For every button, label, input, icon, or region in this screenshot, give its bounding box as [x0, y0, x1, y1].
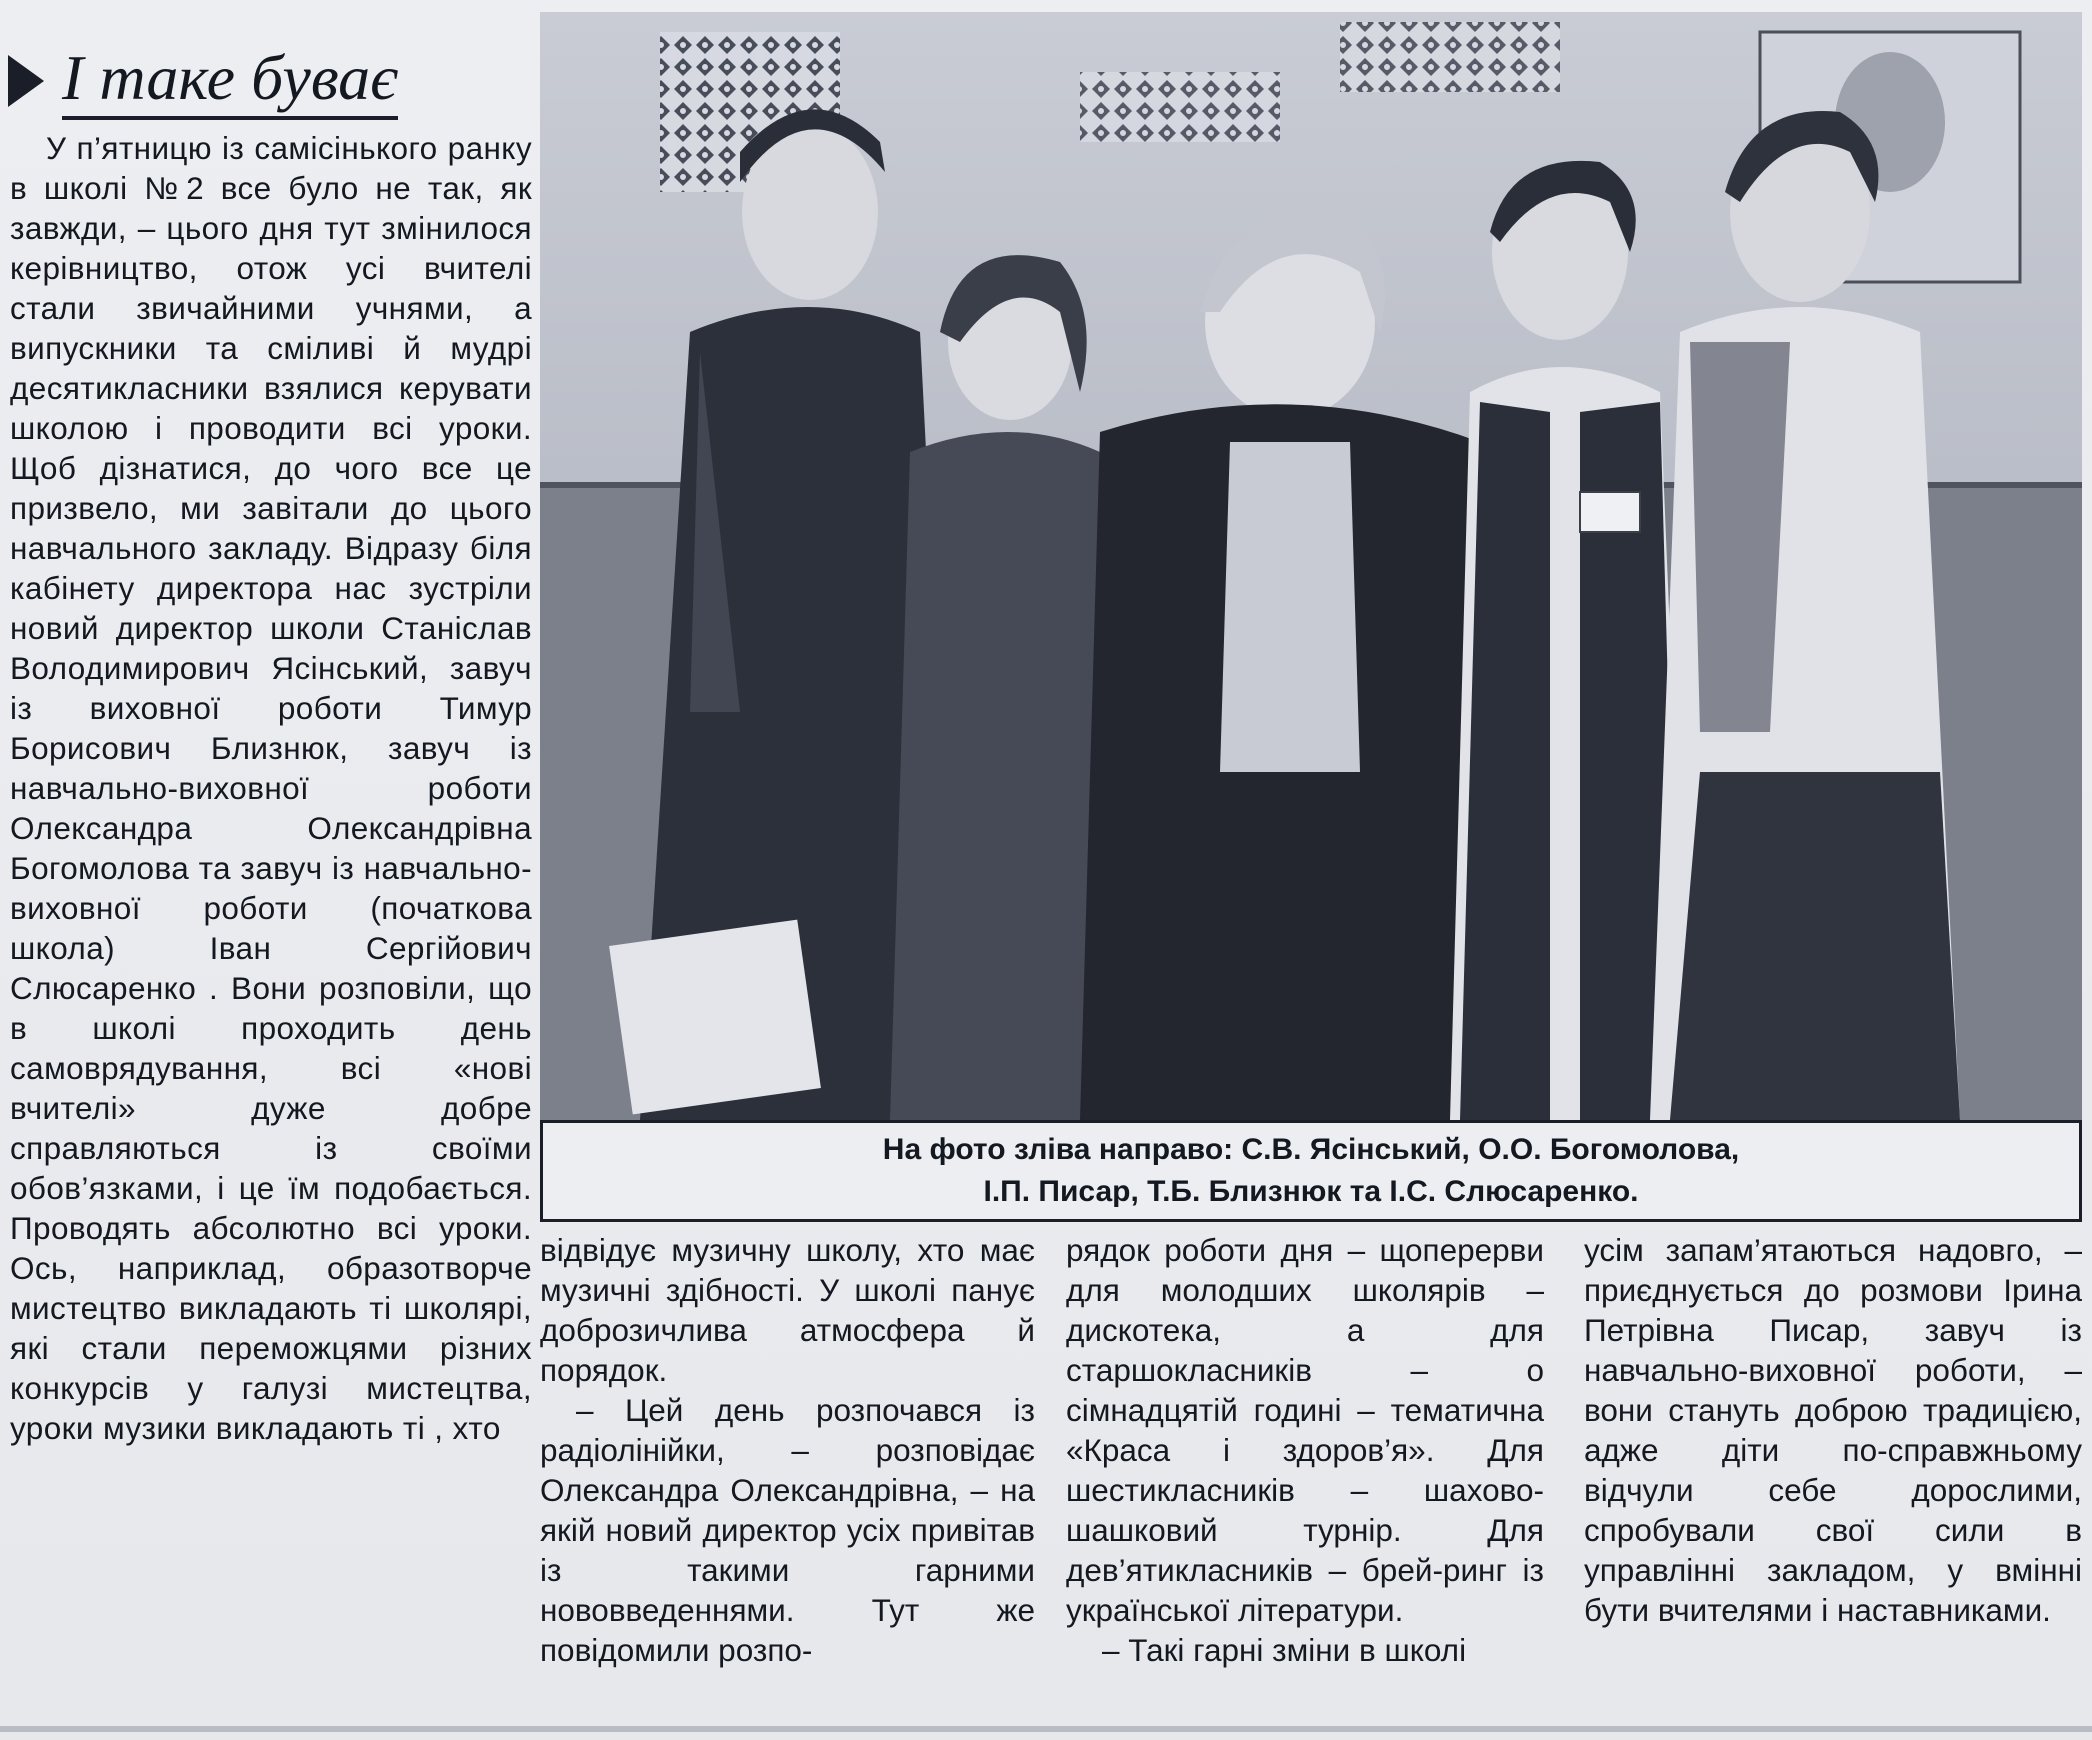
- paragraph: У п’ятницю із самісінького ранку в школі №2 все було не так, як завжди, – цього дня тут змінилося керівництво, отож усі вчителі стали звичайними учнями, а випускники та сміливі й мудрі десятикласники взялися керувати школою і проводити всі уроки. Щоб дізнатися, до чого все це призвело, ми завітали до цього навчального закладу. Відразу біля кабінету директора нас зустріли новий директор школи Станіслав Володимирович Ясінський, завуч із виховної роботи Тимур Борисович Близнюк, завуч із навчально-виховної роботи Олександра Олександрівна Богомолова та завуч із навчально-виховної роботи (початкова школа) Іван Сергійович Слюсаренко . Вони розповіли, що в школі проходить день самоврядування, всі «нові вчителі» дуже добре справляються із своїми обов’язками, і це їм подобається. Проводять абсолютно всі уроки. Ось, наприклад, образотворче мистецтво викладають ті школярі, які стали переможцями різних конкурсів у галузі мистецтва, уроки музики викладають ті , хто: [10, 130, 532, 1446]
- caption-line-1: На фото зліва направо: С.В. Ясінський, О.О. Богомолова,: [882, 1133, 1740, 1166]
- article-column-2: [540, 1230, 1035, 1730]
- page-edge-divider: [0, 1726, 2092, 1732]
- photo-caption: [540, 1120, 2082, 1222]
- article-column-4: [1584, 1230, 2082, 1730]
- headline-text: І таке буває: [62, 42, 398, 120]
- article-column-1: [10, 128, 532, 1728]
- paragraph: відвідує музичну школу, хто має музичні здібності. У школі панує доброзичлива атмосфера й порядок.: [540, 1232, 1035, 1388]
- group-photo-illustration: [540, 12, 2082, 1120]
- article-headline: [8, 40, 508, 122]
- article-photo: [540, 12, 2082, 1120]
- caption-line-2: І.П. Писар, Т.Б. Близнюк та І.С. Слюсаренко.: [983, 1175, 1639, 1208]
- paragraph: усім запам’ятаються надовго, –приєднується до розмови Ірина Петрівна Писар, завуч із навчально-виховної роботи, – вони стануть доброю традицією, адже діти по-справжньому відчули себе дорослими, спробували свої сили в управлінні закладом, у вмінні бути вчителями і наставниками.: [1584, 1232, 2082, 1628]
- article-column-3: [1066, 1230, 1544, 1730]
- paragraph: – Цей день розпочався із радіолінійки, – розповідає Олександра Олександрівна, – на якій новий директор усіх привітав із такими гарними нововведеннями. Тут же повідомили розпо-: [540, 1392, 1035, 1668]
- triangle-bullet-icon: [8, 55, 44, 107]
- paragraph: – Такі гарні зміни в школі: [1102, 1632, 1467, 1668]
- paragraph: рядок роботи дня – щоперерви для молодших школярів – дискотека, а для старшокласників – о сімнадцятій годині – тематична «Краса і здоров’я». Для шестикласників – шахово-шашковий турнір. Для дев’ятикласників – брей-ринг із української літератури.: [1066, 1232, 1544, 1628]
